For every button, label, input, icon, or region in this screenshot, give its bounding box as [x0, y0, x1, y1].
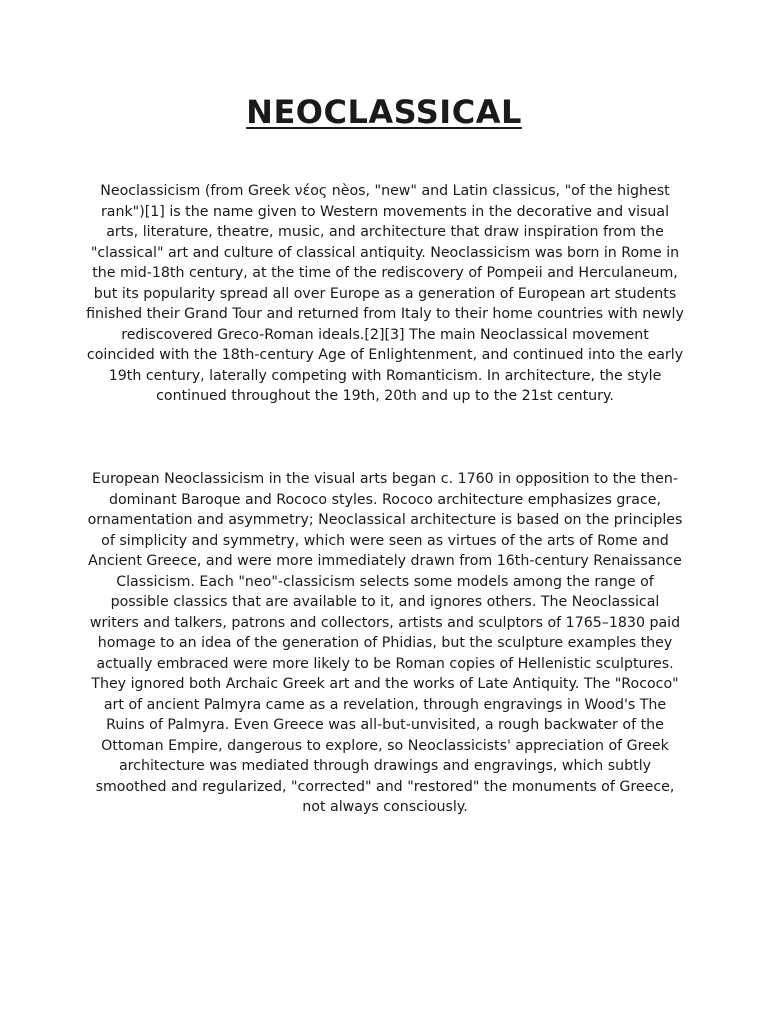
- page-title: [0, 93, 768, 131]
- body-paragraph-intro: Neoclassicism (from Greek νέος nèos, "new" and Latin classicus, "of the highest rank")[1] is the name given to Western movements in the decorative and visual arts, literature, theatre, music, and architecture that draw inspiration from the "classical" art and culture of classical antiquity. Neoclassicism was born in Rome in the mid-18th century, at the time of the rediscovery of Pompeii and Herculaneum, but its popularity spread all over Europe as a generation of European art students finished their Grand Tour and returned from Italy to their home countries with newly rediscovered Greco-Roman ideals.[2][3] The main Neoclassical movement coincided with the 18th-century Age of Enlightenment, and continued into the early 19th century, laterally competing with Romanticism. In architecture, the style continued throughout the 19th, 20th and up to the 21st century.: [86, 183, 684, 404]
- body-paragraph-visual-arts: European Neoclassicism in the visual arts began c. 1760 in opposition to the then-dominant Baroque and Rococo styles. Rococo architecture emphasizes grace, ornamentation and asymmetry; Neoclassical architecture is based on the principles of simplicity and symmetry, which were seen as virtues of the arts of Rome and Ancient Greece, and were more immediately drawn from 16th-century Renaissance Classicism. Each "neo"-classicism selects some models among the range of possible classics that are available to it, and ignores others. The Neoclassical writers and talkers, patrons and collectors, artists and sculptors of 1765–1830 paid homage to an idea of the generation of Phidias, but the sculpture examples they actually embraced were more likely to be Roman copies of Hellenistic sculptures. They ignored both Archaic Greek art and the works of Late Antiquity. The "Rococo" art of ancient Palmyra came as a revelation, through engravings in Wood's The Ruins of Palmyra. Even Greece was all-but-unvisited, a rough backwater of the Ottoman Empire, dangerous to explore, so Neoclassicists' appreciation of Greek architecture was mediated through drawings and engravings, which subtly smoothed and regularized, "corrected" and "restored" the monuments of Greece, not always consciously.: [87, 471, 683, 815]
- page-title-text: NEOCLASSICAL: [246, 93, 522, 131]
